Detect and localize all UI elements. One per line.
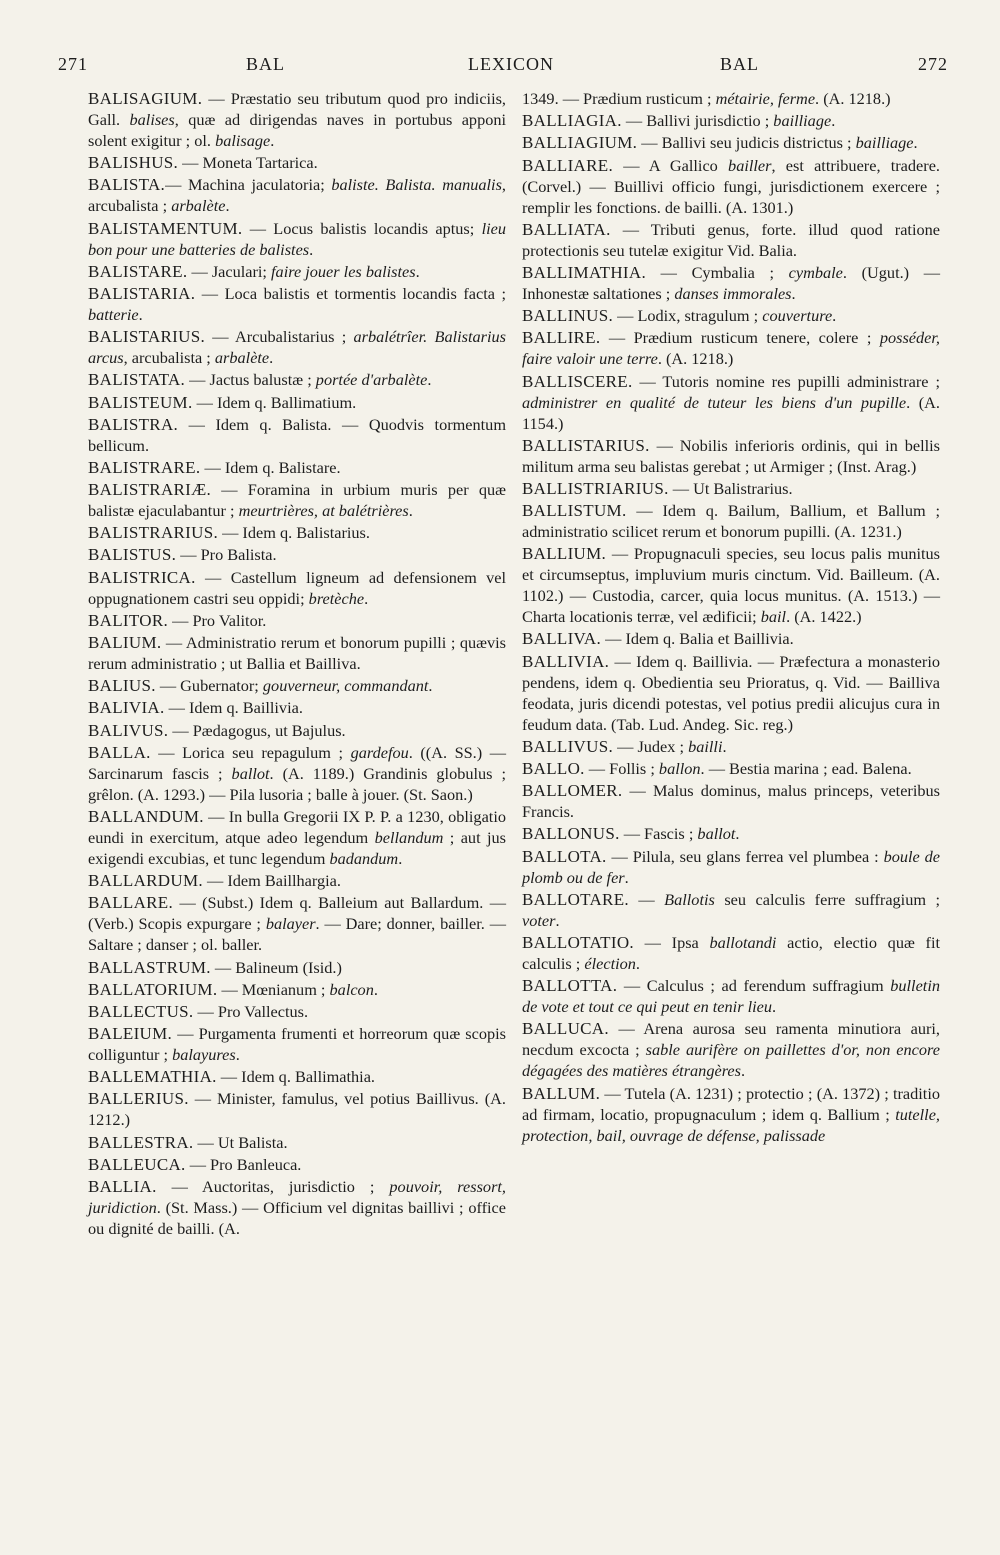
entry-text: . (A. 1154.) xyxy=(522,392,940,433)
entry-headword: BALLISTRIARIUS. xyxy=(522,478,669,498)
entry-headword: BALLESTRA. xyxy=(88,1132,194,1152)
entry-text: . xyxy=(832,306,837,326)
entry-text: . xyxy=(722,736,727,756)
entry-text: — Locus balistis locandis aptus; xyxy=(242,218,482,238)
entry-text: — Tutoris nomine res pupilli administrare ; xyxy=(632,371,940,391)
entry-text: — Cymbalia ; xyxy=(646,262,789,282)
entry-italic: administrer en qualité de tuteur les biens d'un pupille xyxy=(522,392,907,412)
entry-italic: balises xyxy=(129,110,175,129)
right-running-head: BAL xyxy=(720,54,759,74)
dictionary-entry xyxy=(522,371,940,434)
dictionary-entry xyxy=(88,979,506,1000)
entry-headword: BALISHUS. xyxy=(88,153,179,173)
dictionary-entry xyxy=(522,1083,940,1146)
entry-headword: BALISTARE. xyxy=(88,261,188,281)
entry-text: — Arcubalistarius ; xyxy=(205,327,354,347)
entry-italic: balayures xyxy=(172,1045,236,1065)
entry-headword: BALLEUCA. xyxy=(88,1154,186,1174)
entry-italic: gouverneur, commandant xyxy=(262,676,429,696)
entry-headword: BALLASTRUM. xyxy=(88,957,211,977)
entry-text: — Præstatio seu tributum quod pro indiciis, Gall. xyxy=(88,89,506,129)
entry-text: . xyxy=(235,1045,240,1065)
entry-headword: BALISTRARIUS. xyxy=(88,523,218,543)
entry-headword: BALISTA. xyxy=(88,175,166,195)
entry-text: . (St. Mass.) — Officium vel dignitas baillivi ; office ou dignité de bailli. (A. xyxy=(88,1198,506,1238)
entry-text: — A Gallico xyxy=(613,155,729,175)
dictionary-entry xyxy=(522,1018,940,1081)
dictionary-entry xyxy=(88,1154,506,1175)
entry-headword: BALLIUM. xyxy=(522,544,607,564)
entry-text: — Loca balistis et tormentis locandis facta ; xyxy=(195,283,506,303)
entry-headword: BALLINUS. xyxy=(522,306,614,326)
entry-text: — Idem Baillhargia. xyxy=(202,871,341,891)
dictionary-entry xyxy=(522,478,940,499)
entry-headword: BALLARDUM. xyxy=(88,871,203,891)
entry-italic: couverture xyxy=(762,306,833,326)
entry-italic: sable aurifère on paillettes d'or, non encore dégagées des matières étrangères xyxy=(522,1040,940,1081)
entry-text: seu calculis ferre suffragium ; xyxy=(714,889,941,909)
entry-text: — Ballivi jurisdictio ; xyxy=(621,111,774,131)
entry-text: — Calculus ; ad ferendum suffragium xyxy=(617,976,891,996)
entry-headword: BALLOMER. xyxy=(522,781,623,801)
entry-text: . xyxy=(408,501,413,521)
entry-headword: BALLATORIUM. xyxy=(88,979,218,999)
left-column xyxy=(88,88,506,1240)
entry-italic: bailliage xyxy=(773,111,832,131)
entry-text: — Idem q. Bailum, Ballium, et Ballum ; administratio scilicet rerum et bonorum pupilli. (A. 1231.) xyxy=(522,501,940,542)
entry-text: . xyxy=(624,867,629,887)
entry-text: . xyxy=(428,676,433,696)
entry-headword: BALISTATA. xyxy=(88,370,186,390)
entry-text: . xyxy=(735,824,740,844)
entry-text: . (A. 1218.) xyxy=(657,349,734,369)
entry-italic: bretèche xyxy=(308,588,365,608)
dictionary-entry xyxy=(88,567,506,609)
entry-text: — Ipsa xyxy=(633,932,710,952)
entry-text: . xyxy=(555,910,560,930)
entry-text: , arcubalista ; xyxy=(123,348,215,368)
entry-text: — Idem q. Ballimatium. xyxy=(192,392,357,412)
entry-headword: BALIUM. xyxy=(88,633,162,652)
entry-italic: bailli xyxy=(688,736,723,756)
entry-italic: baliste. Balista. manualis xyxy=(331,175,502,195)
page-header xyxy=(58,48,948,82)
entry-text: — Tributi genus, forte. illud quod ratione protectionis seu tutelæ exigitur Vid. Balia. xyxy=(522,219,940,260)
entry-italic: ballotandi xyxy=(709,932,777,952)
dictionary-entry xyxy=(522,155,940,218)
entry-text: — Pro Banleuca. xyxy=(185,1154,302,1174)
dictionary-entry xyxy=(88,261,506,282)
entry-italic: tutelle, protection, bail, ouvrage de défense, palissade xyxy=(522,1104,940,1145)
entry-headword: BALLIATA. xyxy=(522,219,611,239)
entry-headword: BALLIARE. xyxy=(522,155,613,175)
dictionary-entry xyxy=(88,892,506,955)
entry-text: — Lorica seu repagulum ; xyxy=(150,742,351,762)
entry-text: . xyxy=(270,131,275,150)
entry-headword: BALISTRICA. xyxy=(88,567,196,587)
entry-text: — Judex ; xyxy=(613,736,689,756)
entry-text: . xyxy=(225,196,230,216)
entry-text: — Lodix, stragulum ; xyxy=(613,306,763,326)
dictionary-entry xyxy=(522,628,940,649)
dictionary-entry xyxy=(88,675,506,696)
entry-text: — Moneta Tartarica. xyxy=(178,153,318,173)
dictionary-entry xyxy=(88,1001,506,1022)
entry-text: . ((A. SS.) — Sarcinarum fascis ; xyxy=(88,742,506,783)
entry-italic: faire jouer les balistes xyxy=(271,261,416,281)
entry-italic: danses immorales xyxy=(674,283,792,303)
entry-italic: arbalète xyxy=(171,196,226,216)
entry-headword: BALLA. xyxy=(88,742,151,762)
entry-italic: bellandum xyxy=(374,827,444,847)
dictionary-entry xyxy=(88,88,506,151)
entry-text: — Idem q. Balia et Baillivia. xyxy=(601,629,794,649)
entry-text: . (A. 1422.) xyxy=(786,607,862,627)
entry-text: — Jactus balustæ ; xyxy=(185,370,316,390)
entry-text: , quæ ad dirigendas naves in portubus apponi solent exigitur ; ol. xyxy=(88,110,507,150)
entry-headword: BALLIMATHIA. xyxy=(522,262,647,282)
entry-text: — Follis ; xyxy=(584,759,659,778)
dictionary-entry xyxy=(88,544,506,565)
entry-headword: BALEIUM. xyxy=(88,1024,173,1044)
entry-headword: BALISTRA. xyxy=(88,414,179,434)
entry-headword: BALLIVUS. xyxy=(522,736,614,756)
dictionary-entry xyxy=(88,610,506,631)
entry-text: . xyxy=(269,348,274,368)
entry-text: . xyxy=(635,953,640,973)
entry-text: — Jaculari; xyxy=(187,261,272,281)
dictionary-entry xyxy=(522,435,940,477)
entry-headword: BALLOTARE. xyxy=(522,889,629,909)
entry-text: — Machina jaculatoria; xyxy=(165,175,332,195)
dictionary-entry xyxy=(88,806,506,869)
entry-text: — Pilula, seu glans ferrea vel plumbea : xyxy=(606,846,884,866)
entry-headword: BALIUS. xyxy=(88,676,156,696)
entry-headword: BALISAGIUM. xyxy=(88,89,203,108)
dictionary-entry xyxy=(522,736,940,757)
entry-text: — Malus dominus, malus princeps, veteribus Francis. xyxy=(522,781,940,822)
entry-headword: BALLERIUS. xyxy=(88,1089,189,1109)
dictionary-entry xyxy=(88,1066,506,1087)
entry-text: — Pro Balista. xyxy=(176,545,277,565)
dictionary-entry xyxy=(88,1132,506,1153)
entry-italic: Ballotis xyxy=(664,889,715,909)
entry-italic: balayer xyxy=(265,914,316,934)
center-running-head: LEXICON xyxy=(468,54,554,74)
dictionary-entry xyxy=(522,543,940,627)
entry-text: . xyxy=(415,261,420,281)
dictionary-entry xyxy=(522,651,940,735)
entry-text: . xyxy=(398,848,403,868)
entry-italic: élection xyxy=(584,953,636,973)
entry-text: . xyxy=(831,111,836,131)
dictionary-entry xyxy=(522,846,940,888)
entry-text: . xyxy=(741,1061,746,1081)
entry-headword: BALISTARIA. xyxy=(88,283,196,303)
entry-italic: arbalète xyxy=(214,348,270,368)
entry-italic: gardefou xyxy=(350,742,409,762)
right-column xyxy=(522,88,940,1147)
entry-headword: BALISTRARIÆ. xyxy=(88,480,212,500)
entry-text: — Minister, famulus, vel potius Baillivus. (A. 1212.) xyxy=(88,1089,506,1130)
entry-text: — Pro Vallectus. xyxy=(193,1001,309,1021)
entry-text: — Tutela (A. 1231) ; protectio ; (A. 1372) ; traditio ad firmam, locatio, propugnaculum ; idem q. Ballium ; xyxy=(522,1083,940,1124)
entry-text: — Pædagogus, ut Bajulus. xyxy=(168,720,346,740)
dictionary-entry xyxy=(522,780,940,822)
entry-text: . xyxy=(427,370,432,390)
entry-italic: bailliage xyxy=(855,133,914,153)
entry-italic: batterie xyxy=(88,304,139,324)
dictionary-entry xyxy=(522,932,940,974)
entry-text: . (Ugut.) — Inhonestæ saltationes ; xyxy=(522,262,940,303)
entry-text: . xyxy=(373,979,378,999)
entry-italic: meurtrières, at balétrières xyxy=(238,501,409,521)
entry-italic: posséder, faire valoir une terre xyxy=(522,328,940,369)
dictionary-entry xyxy=(88,479,506,521)
entry-text: — (Subst.) Idem q. Balleium aut Ballardum. — (Verb.) Scopis expurgare ; xyxy=(88,893,506,934)
entry-text: — Idem q. Baillivia. — Præfectura a monasterio pendens, idem q. Obedientia seu Prioratus, q. Vid. — Bailliva feodata, juris dicendi potestas, vel potius predii alicujus cura in feudum data. (Tab. Lud. Andeg. Sic. reg.) xyxy=(522,651,940,734)
entry-text: 1349. — Prædium rusticum ; xyxy=(522,89,716,108)
entry-text: — Administratio rerum et bonorum pupilli ; quævis rerum administratio ; ut Ballia et Bailliva. xyxy=(88,633,506,673)
entry-headword: BALLANDUM. xyxy=(88,806,204,826)
entry-text: — In bulla Gregorii IX P. P. a 1230, obligatio eundi in exercitum, atque adeo legendum xyxy=(88,806,506,847)
entry-text: — Castellum ligneum ad defensionem vel oppugnationem castri seu oppidi; xyxy=(88,567,506,608)
entry-text: actio, electio quæ fit calculis ; xyxy=(522,932,940,973)
entry-headword: BALISTAMENTUM. xyxy=(88,218,243,238)
entry-text: — Ut Balista. xyxy=(193,1132,288,1152)
dictionary-entry xyxy=(522,262,940,304)
entry-text: . — Dare; donner, bailler. — Saltare ; danser ; ol. baller. xyxy=(88,914,506,955)
dictionary-entry xyxy=(88,870,506,891)
entry-text: — Pro Valitor. xyxy=(168,610,267,630)
dictionary-entry xyxy=(522,975,940,1017)
entry-text: . xyxy=(772,997,777,1017)
dictionary-entry xyxy=(522,327,940,369)
entry-text: ; aut jus exigendi excubias, et tunc legendum xyxy=(88,827,507,868)
entry-text: — Balineum (Isid.) xyxy=(210,957,342,977)
entry-headword: BALISTUS. xyxy=(88,545,177,565)
dictionary-entry xyxy=(88,457,506,478)
entry-text: . xyxy=(138,304,143,324)
entry-italic: ballon xyxy=(658,759,701,778)
dictionary-entry xyxy=(522,132,940,153)
dictionary-entry xyxy=(88,326,506,368)
entry-text: — Idem q. Balistare. xyxy=(200,457,341,477)
entry-headword: BALLISTARIUS. xyxy=(522,435,650,455)
dictionary-entry xyxy=(88,1176,506,1239)
entry-headword: BALLOTATIO. xyxy=(522,932,634,952)
dictionary-entry xyxy=(88,152,506,173)
entry-italic: pouvoir, ressort, juridiction xyxy=(88,1177,506,1217)
dictionary-entry xyxy=(88,414,506,456)
entry-text: — Idem q. Balistarius. xyxy=(218,523,370,543)
dictionary-entry xyxy=(88,283,506,325)
entry-headword: BALLARE. xyxy=(88,893,174,913)
entry-headword: BALITOR. xyxy=(88,610,169,630)
entry-text: , arcubalista ; xyxy=(88,175,506,216)
dictionary-entry xyxy=(88,218,506,260)
entry-italic: cymbale xyxy=(788,262,843,282)
entry-headword: BALLOTA. xyxy=(522,846,607,866)
entry-text: — Idem q. Balista. — Quodvis tormentum bellicum. xyxy=(88,414,506,455)
entry-text: — Mœnianum ; xyxy=(217,979,330,999)
dictionary-entry xyxy=(522,110,940,131)
entry-headword: BALLIA. xyxy=(88,1177,157,1196)
entry-text: — Idem q. Baillivia. xyxy=(164,698,303,718)
entry-text: — Auctoritas, jurisdictio ; xyxy=(156,1177,390,1196)
entry-headword: BALLO. xyxy=(522,759,585,778)
entry-headword: BALISTRARE. xyxy=(88,457,201,477)
entry-italic: boule de plomb ou de fer xyxy=(522,846,941,887)
entry-italic: portée d'arbalète xyxy=(315,370,428,390)
entry-headword: BALLIAGIUM. xyxy=(522,133,638,153)
entry-headword: BALLIRE. xyxy=(522,328,601,348)
dictionary-entry xyxy=(88,392,506,413)
dictionary-entry xyxy=(88,957,506,978)
entry-headword: BALLEMATHIA. xyxy=(88,1067,217,1087)
entry-text: . xyxy=(309,239,314,259)
right-page-number: 272 xyxy=(918,54,948,74)
dictionary-entry xyxy=(88,720,506,741)
entry-text: . xyxy=(791,283,796,303)
entry-text: . — Bestia marina ; ead. Balena. xyxy=(700,759,912,778)
entry-headword: BALIVUS. xyxy=(88,720,169,740)
entry-text: — Fascis ; xyxy=(619,824,698,844)
dictionary-entry xyxy=(88,632,506,674)
entry-italic: métairie, ferme xyxy=(715,89,816,108)
entry-headword: BALLISTUM. xyxy=(522,501,627,521)
entry-text: — Idem q. Ballimathia. xyxy=(216,1067,375,1087)
dictionary-entry xyxy=(522,758,940,779)
entry-italic: bail xyxy=(760,607,787,627)
entry-headword: BALISTEUM. xyxy=(88,392,193,412)
entry-text: — Foramina in urbium muris per quæ balistæ ejaculabantur ; xyxy=(88,480,506,521)
entry-italic: bulletin de vote et tout ce qui peut en tenir lieu xyxy=(522,976,940,1017)
entry-text: . (A. 1189.) Grandinis globulus ; grêlon. (A. 1293.) — Pila lusoria ; balle à jouer. (St. Saon.) xyxy=(88,763,506,804)
entry-text: . xyxy=(364,588,369,608)
dictionary-entry xyxy=(88,742,506,805)
entry-text: — Arena aurosa seu ramenta minutiora auri, necdum excocta ; xyxy=(522,1019,940,1060)
entry-italic: badandum xyxy=(329,848,399,868)
entry-italic: ballot xyxy=(231,763,270,783)
entry-headword: BALLIAGIA. xyxy=(522,111,622,131)
entry-headword: BALLECTUS. xyxy=(88,1001,194,1021)
entry-headword: BALLOTTA. xyxy=(522,976,618,996)
entry-text: . (A. 1218.) xyxy=(815,89,891,108)
left-page-number: 271 xyxy=(58,54,88,74)
dictionary-entry xyxy=(88,369,506,390)
entry-text: — Nobilis inferioris ordinis, qui in bellis militum arma seu balistas gerebat ; ut Armiger ; (Inst. Arag.) xyxy=(522,435,940,476)
entry-headword: BALIVIA. xyxy=(88,698,165,718)
dictionary-entry xyxy=(522,305,940,326)
entry-text: — Ballivi seu judicis districtus ; xyxy=(637,133,856,153)
dictionary-entry xyxy=(522,88,940,109)
entry-text: — Purgamenta frumenti et horreorum quæ scopis colliguntur ; xyxy=(88,1024,506,1065)
dictionary-entry xyxy=(522,823,940,844)
entry-text: — Gubernator; xyxy=(155,676,263,696)
entry-italic: bailler xyxy=(728,155,772,175)
entry-italic: balcon xyxy=(329,979,374,999)
dictionary-entry xyxy=(88,697,506,718)
left-running-head: BAL xyxy=(246,54,285,74)
dictionary-entry xyxy=(88,522,506,543)
entry-headword: BALLIVA. xyxy=(522,629,602,649)
entry-headword: BALLONUS. xyxy=(522,824,620,844)
entry-headword: BALISTARIUS. xyxy=(88,327,205,347)
entry-text: — xyxy=(628,889,665,909)
dictionary-entry xyxy=(522,219,940,261)
dictionary-entry xyxy=(522,889,940,931)
dictionary-entry xyxy=(88,174,506,216)
entry-text: . xyxy=(913,133,918,153)
dictionary-entry xyxy=(88,1088,506,1130)
entry-text: — Propugnaculi species, seu locus palis munitus et circumseptus, impluvium muris cinctum. Vid. Bailleum. (A. 1102.) — Custodia, carcer, quia locus munitus. (A. 1513.) — Charta locationis terræ, vel ædificii; xyxy=(522,544,940,627)
entry-italic: voter xyxy=(522,910,556,930)
entry-italic: lieu bon pour une batteries de balistes xyxy=(88,218,506,259)
entry-italic: arbalétrîer. Balistarius arcus xyxy=(88,327,507,368)
dictionary-entry xyxy=(522,500,940,542)
entry-italic: ballot xyxy=(697,824,736,844)
entry-text: — Ut Balistrarius. xyxy=(668,478,793,498)
entry-headword: BALLISCERE. xyxy=(522,371,633,391)
entry-headword: BALLUCA. xyxy=(522,1019,609,1039)
entry-text: — Prædium rusticum tenere, colere ; xyxy=(600,328,880,348)
entry-headword: BALLUM. xyxy=(522,1083,601,1103)
entry-text: , est attribuere, tradere. (Corvel.) — Buillivi officio fungi, jurisdictionem exercere ; remplir les fonctions. de bailli. (A. 1301.) xyxy=(522,155,940,217)
entry-headword: BALLIVIA. xyxy=(522,651,610,671)
entry-italic: balisage xyxy=(215,131,271,150)
dictionary-entry xyxy=(88,1023,506,1065)
